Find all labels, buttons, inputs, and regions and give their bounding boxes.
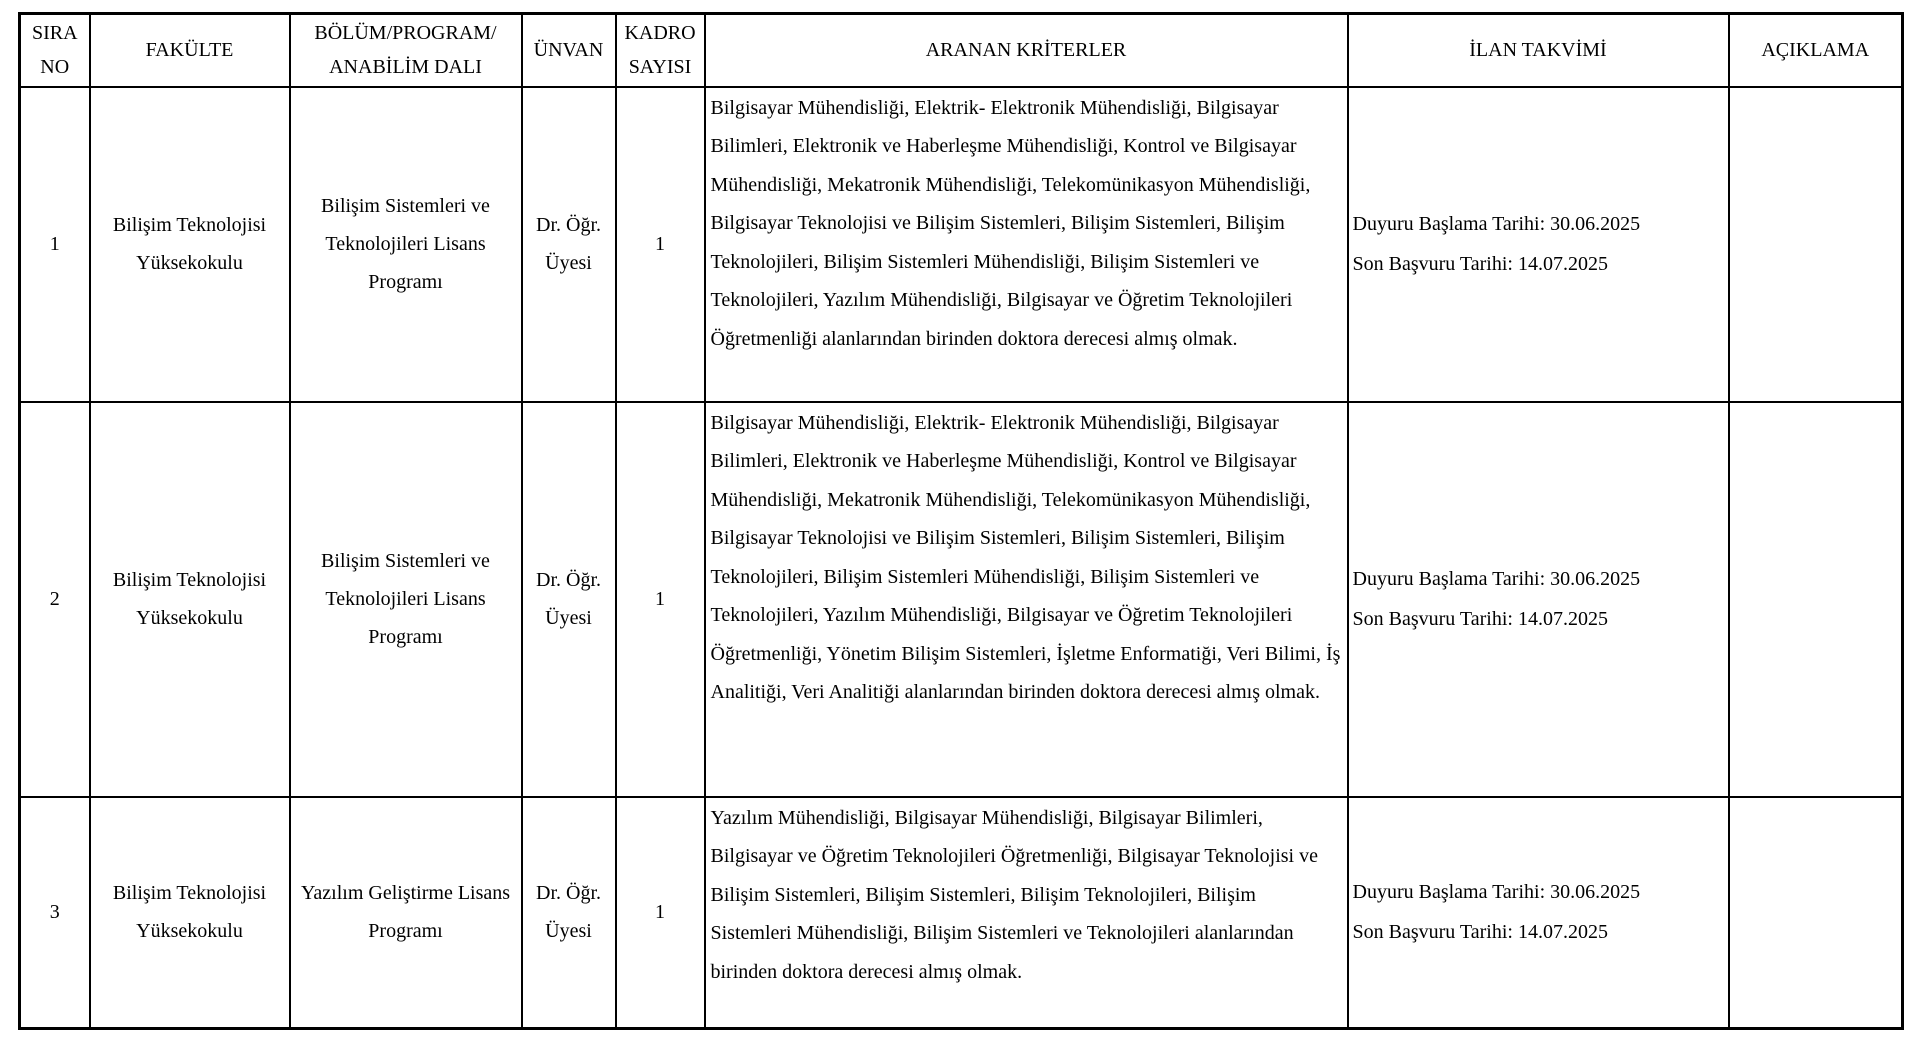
row2-fakulte: Bilişim Teknolojisi Yüksekokulu — [90, 402, 290, 797]
header-kriterler: ARANAN KRİTERLER — [705, 14, 1348, 87]
row1-unvan: Dr. Öğr. Üyesi — [522, 87, 616, 402]
row3-sira-no: 3 — [20, 797, 90, 1029]
row1-kriterler: Bilgisayar Mühendisliği, Elektrik- Elektronik Mühendisliği, Bilgisayar Bilimleri, Elektronik ve Haberleşme Mühendisliği, Kontrol ve Bilgisayar Mühendisliği, Mekatronik Mühendisliği, Telekomünikasyon Mühendisliği, Bilgisayar Teknolojisi ve Bilişim Sistemleri, Bilişim Sistemleri, Bilişim Teknolojileri, Bilişim Sistemleri Mühendisliği, Bilişim Sistemleri ve Teknolojileri, Yazılım Mühendisliği, Bilgisayar ve Öğretim Teknolojileri Öğretmenliği alanlarından birinden doktora derecesi almış olmak. — [705, 87, 1348, 402]
row3-takvim — [1348, 797, 1729, 1029]
header-bolum-line2: ANABİLİM DALI — [329, 56, 482, 79]
row1-takvim-son-basvuru: Son Başvuru Tarihi: 14.07.2025 — [1352, 253, 1608, 275]
row1-aciklama — [1729, 87, 1903, 402]
job-postings-table — [18, 12, 1904, 1030]
row1-bolum: Bilişim Sistemleri ve Teknolojileri Lisans Programı — [290, 87, 522, 402]
table-row — [20, 402, 1903, 797]
row1-sira-no: 1 — [20, 87, 90, 402]
row3-fakulte: Bilişim Teknolojisi Yüksekokulu — [90, 797, 290, 1029]
header-fakulte: FAKÜLTE — [90, 14, 290, 87]
row2-bolum: Bilişim Sistemleri ve Teknolojileri Lisans Programı — [290, 402, 522, 797]
row2-kriterler: Bilgisayar Mühendisliği, Elektrik- Elektronik Mühendisliği, Bilgisayar Bilimleri, Elektronik ve Haberleşme Mühendisliği, Kontrol ve Bilgisayar Mühendisliği, Mekatronik Mühendisliği, Telekomünikasyon Mühendisliği, Bilgisayar Teknolojisi ve Bilişim Sistemleri, Bilişim Sistemleri, Bilişim Teknolojileri, Bilişim Sistemleri Mühendisliği, Bilişim Sistemleri ve Teknolojileri, Yazılım Mühendisliği, Bilgisayar ve Öğretim Teknolojileri Öğretmenliği, Yönetim Bilişim Sistemleri, İşletme Enformatiği, Veri Bilimi, İş Analitiği, Veri Analitiği alanlarından birinden doktora derecesi almış olmak. — [705, 402, 1348, 797]
row3-unvan: Dr. Öğr. Üyesi — [522, 797, 616, 1029]
header-row — [20, 14, 1903, 87]
header-takvim: İLAN TAKVİMİ — [1348, 14, 1729, 87]
header-unvan: ÜNVAN — [522, 14, 616, 87]
table-row — [20, 87, 1903, 402]
row3-aciklama — [1729, 797, 1903, 1029]
row2-aciklama — [1729, 402, 1903, 797]
row2-kadro: 1 — [616, 402, 705, 797]
row2-takvim-duyuru: Duyuru Başlama Tarihi: 30.06.2025 — [1352, 568, 1641, 590]
row2-unvan: Dr. Öğr. Üyesi — [522, 402, 616, 797]
row3-takvim-son-basvuru: Son Başvuru Tarihi: 14.07.2025 — [1352, 921, 1608, 944]
header-sira-no-line2: NO — [40, 56, 70, 79]
row2-sira-no: 2 — [20, 402, 90, 797]
row2-takvim — [1348, 402, 1729, 797]
header-kadro-line1: KADRO — [624, 22, 696, 45]
row1-fakulte: Bilişim Teknolojisi Yüksekokulu — [90, 87, 290, 402]
header-bolum — [290, 14, 522, 87]
header-sira-no — [20, 14, 90, 87]
row3-kadro: 1 — [616, 797, 705, 1029]
table-row — [20, 797, 1903, 1029]
header-bolum-line1: BÖLÜM/PROGRAM/ — [314, 22, 497, 45]
row3-bolum: Yazılım Geliştirme Lisans Programı — [290, 797, 522, 1029]
row1-kadro: 1 — [616, 87, 705, 402]
header-sira-no-line1: SIRA — [31, 22, 78, 45]
row2-takvim-son-basvuru: Son Başvuru Tarihi: 14.07.2025 — [1352, 608, 1608, 630]
row3-takvim-duyuru: Duyuru Başlama Tarihi: 30.06.2025 — [1352, 881, 1641, 904]
header-kadro — [616, 14, 705, 87]
row1-takvim-duyuru: Duyuru Başlama Tarihi: 30.06.2025 — [1352, 213, 1641, 235]
header-aciklama: AÇIKLAMA — [1729, 14, 1903, 87]
header-kadro-line2: SAYISI — [628, 56, 692, 79]
row1-takvim — [1348, 87, 1729, 402]
row3-kriterler: Yazılım Mühendisliği, Bilgisayar Mühendisliği, Bilgisayar Bilimleri, Bilgisayar ve Öğretim Teknolojileri Öğretmenliği, Bilgisayar Teknolojisi ve Bilişim Sistemleri, Bilişim Sistemleri, Bilişim Teknolojileri, Bilişim Sistemleri Mühendisliği, Bilişim Sistemleri ve Teknolojileri alanlarından birinden doktora derecesi almış olmak. — [705, 797, 1348, 1029]
